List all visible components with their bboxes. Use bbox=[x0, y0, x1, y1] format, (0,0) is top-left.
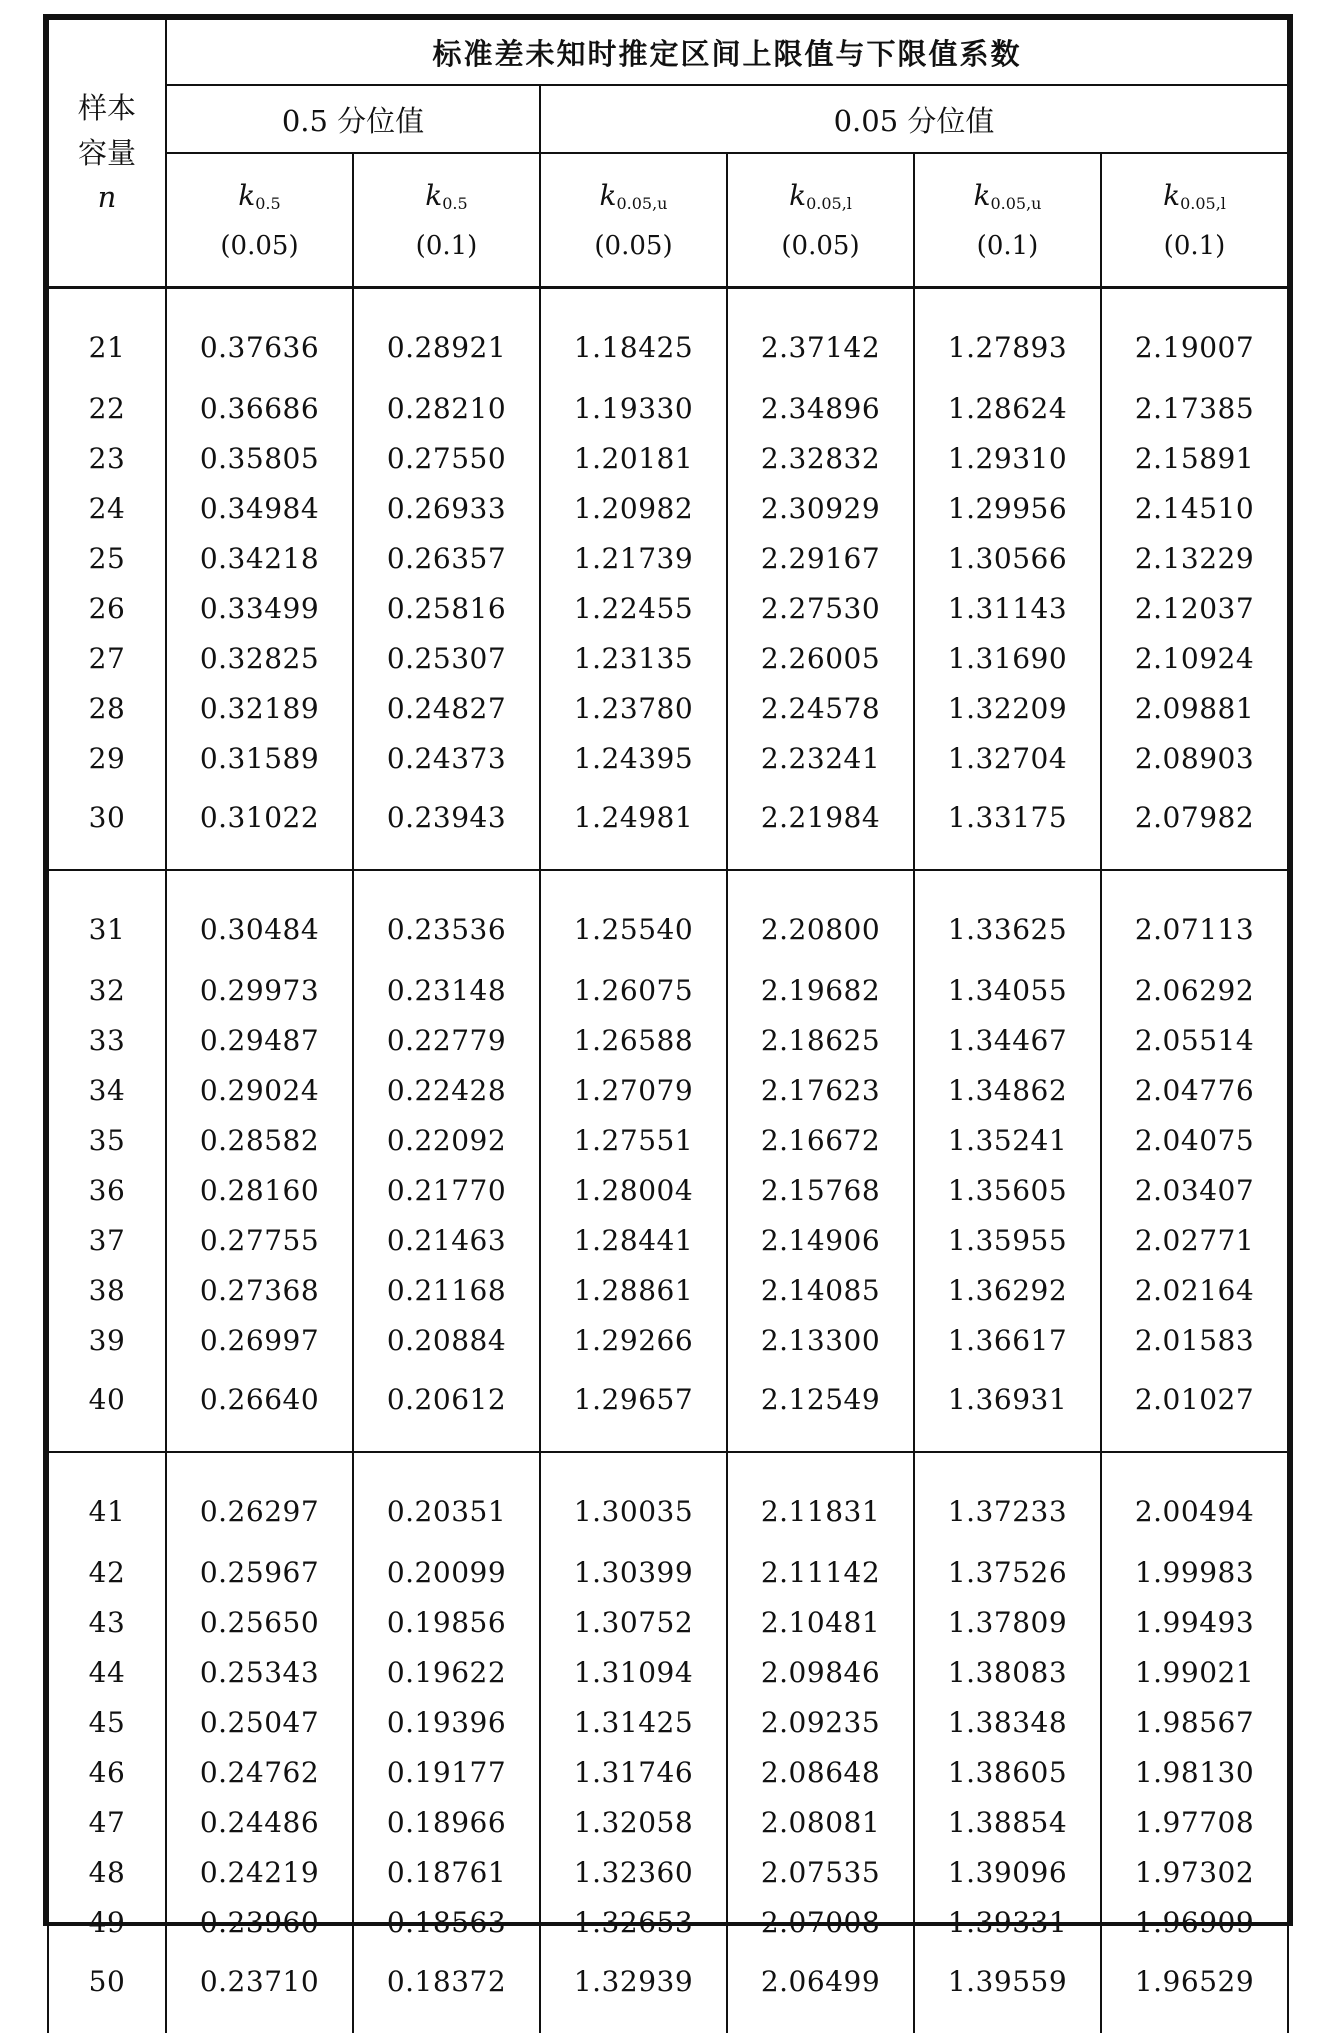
sample-size-cell: 44 bbox=[48, 1647, 166, 1697]
coefficient-cell: 0.19622 bbox=[353, 1647, 540, 1697]
coefficient-cell: 2.08081 bbox=[727, 1797, 914, 1847]
coefficient-cell: 1.39559 bbox=[914, 1947, 1101, 2033]
coefficient-cell: 2.20800 bbox=[727, 870, 914, 965]
coefficient-table bbox=[47, 18, 1289, 2033]
coefficient-cell: 0.32825 bbox=[166, 633, 353, 683]
confidence-level: (0.05) bbox=[781, 231, 860, 261]
coefficient-column-header bbox=[1101, 153, 1288, 288]
coefficient-column-header bbox=[540, 153, 727, 288]
coefficient-cell: 2.09846 bbox=[727, 1647, 914, 1697]
coefficient-cell: 2.30929 bbox=[727, 483, 914, 533]
sample-size-cell: 46 bbox=[48, 1747, 166, 1797]
coefficient-cell: 0.23960 bbox=[166, 1897, 353, 1947]
coefficient-cell: 1.39096 bbox=[914, 1847, 1101, 1897]
coefficient-cell: 0.25967 bbox=[166, 1547, 353, 1597]
coefficient-cell: 2.32832 bbox=[727, 433, 914, 483]
sample-size-cell: 36 bbox=[48, 1165, 166, 1215]
coefficient-subscript: 0.05,u bbox=[990, 193, 1042, 213]
table-row bbox=[48, 583, 1288, 633]
coefficient-symbol: k bbox=[599, 178, 617, 212]
coefficient-cell: 0.31022 bbox=[166, 783, 353, 870]
coefficient-cell: 1.35241 bbox=[914, 1115, 1101, 1165]
coefficient-cell: 1.31425 bbox=[540, 1697, 727, 1747]
coefficient-cell: 0.22092 bbox=[353, 1115, 540, 1165]
confidence-level: (0.1) bbox=[976, 231, 1039, 261]
coefficient-cell: 0.18372 bbox=[353, 1947, 540, 2033]
coefficient-cell: 2.12037 bbox=[1101, 583, 1288, 633]
coefficient-cell: 1.36292 bbox=[914, 1265, 1101, 1315]
coefficient-subscript: 0.05,u bbox=[616, 193, 668, 213]
coefficient-subscript: 0.05,l bbox=[1180, 193, 1226, 213]
coefficient-cell: 2.10481 bbox=[727, 1597, 914, 1647]
coefficient-cell: 2.13300 bbox=[727, 1315, 914, 1365]
coefficient-cell: 1.24981 bbox=[540, 783, 727, 870]
row-group bbox=[48, 288, 1288, 871]
table-row bbox=[48, 870, 1288, 965]
coefficient-cell: 0.18761 bbox=[353, 1847, 540, 1897]
coefficient-cell: 1.34862 bbox=[914, 1065, 1101, 1115]
coefficient-cell: 1.37233 bbox=[914, 1452, 1101, 1547]
table-row bbox=[48, 733, 1288, 783]
coefficient-cell: 0.25343 bbox=[166, 1647, 353, 1697]
coefficient-column-header bbox=[166, 153, 353, 288]
coefficient-cell: 1.30399 bbox=[540, 1547, 727, 1597]
coefficient-cell: 2.02771 bbox=[1101, 1215, 1288, 1265]
coefficient-cell: 0.27368 bbox=[166, 1265, 353, 1315]
table-row bbox=[48, 1647, 1288, 1697]
coefficient-cell: 2.08903 bbox=[1101, 733, 1288, 783]
coefficient-cell: 1.29266 bbox=[540, 1315, 727, 1365]
sample-size-cell: 30 bbox=[48, 783, 166, 870]
coefficient-cell: 1.98567 bbox=[1101, 1697, 1288, 1747]
coefficient-subscript: 0.5 bbox=[442, 193, 468, 213]
coefficient-cell: 1.28004 bbox=[540, 1165, 727, 1215]
table-row bbox=[48, 533, 1288, 583]
coefficient-cell: 1.20181 bbox=[540, 433, 727, 483]
coefficient-cell: 0.28160 bbox=[166, 1165, 353, 1215]
coefficient-symbol-row bbox=[48, 153, 1288, 288]
coefficient-cell: 2.13229 bbox=[1101, 533, 1288, 583]
coefficient-cell: 1.29657 bbox=[540, 1365, 727, 1452]
sample-size-cell: 35 bbox=[48, 1115, 166, 1165]
coefficient-cell: 0.21770 bbox=[353, 1165, 540, 1215]
confidence-level: (0.1) bbox=[415, 231, 478, 261]
coefficient-cell: 1.33625 bbox=[914, 870, 1101, 965]
confidence-level: (0.05) bbox=[220, 231, 299, 261]
coefficient-subscript: 0.5 bbox=[255, 193, 281, 213]
coefficient-cell: 2.26005 bbox=[727, 633, 914, 683]
sample-header-symbol: n bbox=[97, 180, 117, 215]
sample-size-header bbox=[48, 19, 166, 288]
table-row bbox=[48, 1597, 1288, 1647]
coefficient-cell: 2.34896 bbox=[727, 383, 914, 433]
table-row bbox=[48, 433, 1288, 483]
coefficient-cell: 1.28861 bbox=[540, 1265, 727, 1315]
coefficient-cell: 1.28624 bbox=[914, 383, 1101, 433]
sample-size-cell: 31 bbox=[48, 870, 166, 965]
table-row bbox=[48, 1365, 1288, 1452]
coefficient-cell: 0.26640 bbox=[166, 1365, 353, 1452]
coefficient-cell: 2.16672 bbox=[727, 1115, 914, 1165]
coefficient-cell: 1.29956 bbox=[914, 483, 1101, 533]
coefficient-cell: 1.38854 bbox=[914, 1797, 1101, 1847]
coefficient-cell: 0.20884 bbox=[353, 1315, 540, 1365]
coefficient-cell: 1.97302 bbox=[1101, 1847, 1288, 1897]
coefficient-cell: 1.38605 bbox=[914, 1747, 1101, 1797]
table-title: 标准差未知时推定区间上限值与下限值系数 bbox=[166, 19, 1288, 85]
table-row bbox=[48, 1115, 1288, 1165]
coefficient-cell: 0.27755 bbox=[166, 1215, 353, 1265]
coefficient-cell: 0.29487 bbox=[166, 1015, 353, 1065]
coefficient-cell: 1.34467 bbox=[914, 1015, 1101, 1065]
coefficient-cell: 1.24395 bbox=[540, 733, 727, 783]
coefficient-cell: 2.14085 bbox=[727, 1265, 914, 1315]
confidence-level: (0.05) bbox=[594, 231, 673, 261]
coefficient-cell: 2.19682 bbox=[727, 965, 914, 1015]
coefficient-symbol: k bbox=[1163, 178, 1181, 212]
table-row bbox=[48, 1315, 1288, 1365]
coefficient-cell: 1.39331 bbox=[914, 1897, 1101, 1947]
coefficient-cell: 0.35805 bbox=[166, 433, 353, 483]
coefficient-cell: 1.32653 bbox=[540, 1897, 727, 1947]
coefficient-cell: 1.22455 bbox=[540, 583, 727, 633]
coefficient-column-header bbox=[914, 153, 1101, 288]
coefficient-cell: 2.01583 bbox=[1101, 1315, 1288, 1365]
table-row bbox=[48, 1847, 1288, 1897]
sample-size-cell: 40 bbox=[48, 1365, 166, 1452]
table-row bbox=[48, 633, 1288, 683]
coefficient-cell: 0.27550 bbox=[353, 433, 540, 483]
table-row bbox=[48, 1065, 1288, 1115]
coefficient-cell: 2.11831 bbox=[727, 1452, 914, 1547]
coefficient-cell: 0.25047 bbox=[166, 1697, 353, 1747]
table-row bbox=[48, 1215, 1288, 1265]
table-row bbox=[48, 783, 1288, 870]
coefficient-cell: 2.15891 bbox=[1101, 433, 1288, 483]
coefficient-cell: 2.07008 bbox=[727, 1897, 914, 1947]
table-row bbox=[48, 1015, 1288, 1065]
coefficient-cell: 0.18966 bbox=[353, 1797, 540, 1847]
coefficient-cell: 0.25650 bbox=[166, 1597, 353, 1647]
coefficient-cell: 2.04075 bbox=[1101, 1115, 1288, 1165]
coefficient-subscript: 0.05,l bbox=[806, 193, 852, 213]
sample-size-cell: 32 bbox=[48, 965, 166, 1015]
coefficient-cell: 2.17623 bbox=[727, 1065, 914, 1115]
coefficient-cell: 2.07982 bbox=[1101, 783, 1288, 870]
coefficient-cell: 2.27530 bbox=[727, 583, 914, 633]
coefficient-cell: 0.29973 bbox=[166, 965, 353, 1015]
table-row bbox=[48, 383, 1288, 433]
coefficient-cell: 0.23148 bbox=[353, 965, 540, 1015]
coefficient-cell: 2.10924 bbox=[1101, 633, 1288, 683]
coefficient-cell: 2.11142 bbox=[727, 1547, 914, 1597]
coefficient-cell: 2.24578 bbox=[727, 683, 914, 733]
coefficient-cell: 1.25540 bbox=[540, 870, 727, 965]
coefficient-cell: 0.33499 bbox=[166, 583, 353, 633]
sample-size-cell: 29 bbox=[48, 733, 166, 783]
sample-size-cell: 34 bbox=[48, 1065, 166, 1115]
coefficient-cell: 2.05514 bbox=[1101, 1015, 1288, 1065]
coefficient-cell: 2.21984 bbox=[727, 783, 914, 870]
table-row bbox=[48, 288, 1288, 384]
coefficient-cell: 1.99021 bbox=[1101, 1647, 1288, 1697]
coefficient-cell: 1.29310 bbox=[914, 433, 1101, 483]
coefficient-cell: 1.20982 bbox=[540, 483, 727, 533]
sample-size-cell: 45 bbox=[48, 1697, 166, 1747]
coefficient-cell: 2.17385 bbox=[1101, 383, 1288, 433]
coefficient-cell: 0.19396 bbox=[353, 1697, 540, 1747]
coefficient-cell: 0.24762 bbox=[166, 1747, 353, 1797]
coefficient-cell: 0.19177 bbox=[353, 1747, 540, 1797]
sample-size-cell: 27 bbox=[48, 633, 166, 683]
coefficient-cell: 1.35605 bbox=[914, 1165, 1101, 1215]
coefficient-cell: 0.26997 bbox=[166, 1315, 353, 1365]
coefficient-cell: 2.14906 bbox=[727, 1215, 914, 1265]
coefficient-cell: 2.04776 bbox=[1101, 1065, 1288, 1115]
sample-size-cell: 26 bbox=[48, 583, 166, 633]
sample-size-cell: 39 bbox=[48, 1315, 166, 1365]
coefficient-cell: 0.28921 bbox=[353, 288, 540, 384]
coefficient-cell: 1.23780 bbox=[540, 683, 727, 733]
coefficient-column-header bbox=[727, 153, 914, 288]
coefficient-cell: 2.06499 bbox=[727, 1947, 914, 2033]
confidence-level: (0.1) bbox=[1163, 231, 1226, 261]
coefficient-cell: 1.28441 bbox=[540, 1215, 727, 1265]
coefficient-cell: 1.96909 bbox=[1101, 1897, 1288, 1947]
coefficient-cell: 1.32939 bbox=[540, 1947, 727, 2033]
coefficient-cell: 1.18425 bbox=[540, 288, 727, 384]
row-group bbox=[48, 1452, 1288, 2033]
table-row bbox=[48, 1897, 1288, 1947]
coefficient-cell: 0.34218 bbox=[166, 533, 353, 583]
group-header-005: 0.05 分位值 bbox=[540, 85, 1288, 153]
coefficient-cell: 0.30484 bbox=[166, 870, 353, 965]
coefficient-cell: 1.31094 bbox=[540, 1647, 727, 1697]
coefficient-cell: 1.97708 bbox=[1101, 1797, 1288, 1847]
coefficient-cell: 1.34055 bbox=[914, 965, 1101, 1015]
sample-size-cell: 42 bbox=[48, 1547, 166, 1597]
table-row bbox=[48, 965, 1288, 1015]
coefficient-cell: 0.24486 bbox=[166, 1797, 353, 1847]
coefficient-cell: 2.18625 bbox=[727, 1015, 914, 1065]
coefficient-cell: 1.37526 bbox=[914, 1547, 1101, 1597]
coefficient-cell: 1.98130 bbox=[1101, 1747, 1288, 1797]
table-row bbox=[48, 483, 1288, 533]
sample-size-cell: 22 bbox=[48, 383, 166, 433]
coefficient-cell: 1.32209 bbox=[914, 683, 1101, 733]
sample-size-cell: 41 bbox=[48, 1452, 166, 1547]
coefficient-cell: 0.23710 bbox=[166, 1947, 353, 2033]
coefficient-cell: 0.21463 bbox=[353, 1215, 540, 1265]
coefficient-cell: 1.36931 bbox=[914, 1365, 1101, 1452]
sample-size-cell: 24 bbox=[48, 483, 166, 533]
coefficient-cell: 1.30566 bbox=[914, 533, 1101, 583]
coefficient-cell: 0.22779 bbox=[353, 1015, 540, 1065]
coefficient-cell: 0.20351 bbox=[353, 1452, 540, 1547]
coefficient-cell: 2.12549 bbox=[727, 1365, 914, 1452]
sample-size-cell: 33 bbox=[48, 1015, 166, 1065]
coefficient-cell: 0.23536 bbox=[353, 870, 540, 965]
coefficient-cell: 0.23943 bbox=[353, 783, 540, 870]
coefficient-cell: 1.38348 bbox=[914, 1697, 1101, 1747]
table-row bbox=[48, 1452, 1288, 1547]
table-header bbox=[48, 19, 1288, 288]
coefficient-cell: 2.09881 bbox=[1101, 683, 1288, 733]
table-row bbox=[48, 1697, 1288, 1747]
coefficient-cell: 1.30752 bbox=[540, 1597, 727, 1647]
sample-size-cell: 47 bbox=[48, 1797, 166, 1847]
coefficient-cell: 0.22428 bbox=[353, 1065, 540, 1115]
coefficient-cell: 2.14510 bbox=[1101, 483, 1288, 533]
coefficient-cell: 1.38083 bbox=[914, 1647, 1101, 1697]
table-row bbox=[48, 1747, 1288, 1797]
coefficient-cell: 0.31589 bbox=[166, 733, 353, 783]
coefficient-cell: 0.26357 bbox=[353, 533, 540, 583]
coefficient-cell: 1.23135 bbox=[540, 633, 727, 683]
coefficient-cell: 0.37636 bbox=[166, 288, 353, 384]
coefficient-cell: 2.08648 bbox=[727, 1747, 914, 1797]
sample-size-cell: 25 bbox=[48, 533, 166, 583]
sample-size-cell: 23 bbox=[48, 433, 166, 483]
sample-size-cell: 21 bbox=[48, 288, 166, 384]
coefficient-cell: 2.09235 bbox=[727, 1697, 914, 1747]
coefficient-cell: 2.01027 bbox=[1101, 1365, 1288, 1452]
table-row bbox=[48, 1265, 1288, 1315]
sample-size-cell: 38 bbox=[48, 1265, 166, 1315]
coefficient-cell: 1.21739 bbox=[540, 533, 727, 583]
coefficient-cell: 1.99493 bbox=[1101, 1597, 1288, 1647]
coefficient-cell: 1.32704 bbox=[914, 733, 1101, 783]
coefficient-cell: 0.28210 bbox=[353, 383, 540, 433]
table-row bbox=[48, 683, 1288, 733]
coefficient-cell: 0.36686 bbox=[166, 383, 353, 433]
coefficient-cell: 1.31690 bbox=[914, 633, 1101, 683]
coefficient-cell: 1.26075 bbox=[540, 965, 727, 1015]
coefficient-cell: 0.24219 bbox=[166, 1847, 353, 1897]
sample-size-cell: 43 bbox=[48, 1597, 166, 1647]
coefficient-cell: 1.27893 bbox=[914, 288, 1101, 384]
sample-header-line2: 容量 bbox=[77, 135, 136, 170]
sample-size-cell: 37 bbox=[48, 1215, 166, 1265]
coefficient-cell: 1.32058 bbox=[540, 1797, 727, 1847]
table-row bbox=[48, 1797, 1288, 1847]
coefficient-cell: 0.26933 bbox=[353, 483, 540, 533]
coefficient-table-sheet bbox=[43, 14, 1293, 1998]
coefficient-symbol: k bbox=[973, 178, 991, 212]
coefficient-cell: 2.03407 bbox=[1101, 1165, 1288, 1215]
coefficient-cell: 1.31143 bbox=[914, 583, 1101, 633]
coefficient-column-header bbox=[353, 153, 540, 288]
coefficient-cell: 1.35955 bbox=[914, 1215, 1101, 1265]
coefficient-cell: 1.36617 bbox=[914, 1315, 1101, 1365]
coefficient-cell: 1.19330 bbox=[540, 383, 727, 433]
coefficient-cell: 2.00494 bbox=[1101, 1452, 1288, 1547]
coefficient-cell: 2.06292 bbox=[1101, 965, 1288, 1015]
coefficient-cell: 1.33175 bbox=[914, 783, 1101, 870]
group-header-median: 0.5 分位值 bbox=[166, 85, 540, 153]
coefficient-cell: 0.19856 bbox=[353, 1597, 540, 1647]
coefficient-cell: 1.27551 bbox=[540, 1115, 727, 1165]
coefficient-cell: 0.21168 bbox=[353, 1265, 540, 1315]
coefficient-symbol: k bbox=[789, 178, 807, 212]
sample-size-cell: 48 bbox=[48, 1847, 166, 1897]
coefficient-cell: 0.32189 bbox=[166, 683, 353, 733]
coefficient-symbol: k bbox=[238, 178, 256, 212]
coefficient-cell: 0.24827 bbox=[353, 683, 540, 733]
coefficient-symbol: k bbox=[425, 178, 443, 212]
coefficient-cell: 1.31746 bbox=[540, 1747, 727, 1797]
coefficient-cell: 0.20099 bbox=[353, 1547, 540, 1597]
coefficient-cell: 0.18563 bbox=[353, 1897, 540, 1947]
coefficient-cell: 0.28582 bbox=[166, 1115, 353, 1165]
coefficient-cell: 1.32360 bbox=[540, 1847, 727, 1897]
coefficient-cell: 2.15768 bbox=[727, 1165, 914, 1215]
coefficient-cell: 0.20612 bbox=[353, 1365, 540, 1452]
coefficient-cell: 1.27079 bbox=[540, 1065, 727, 1115]
table-row bbox=[48, 1947, 1288, 2033]
sample-header-line1: 样本 bbox=[77, 90, 136, 125]
coefficient-cell: 2.29167 bbox=[727, 533, 914, 583]
coefficient-cell: 1.99983 bbox=[1101, 1547, 1288, 1597]
table-row bbox=[48, 1547, 1288, 1597]
coefficient-cell: 2.37142 bbox=[727, 288, 914, 384]
coefficient-cell: 0.25307 bbox=[353, 633, 540, 683]
coefficient-cell: 1.26588 bbox=[540, 1015, 727, 1065]
sample-size-cell: 49 bbox=[48, 1897, 166, 1947]
coefficient-cell: 0.26297 bbox=[166, 1452, 353, 1547]
coefficient-cell: 1.96529 bbox=[1101, 1947, 1288, 2033]
coefficient-cell: 0.34984 bbox=[166, 483, 353, 533]
coefficient-cell: 2.23241 bbox=[727, 733, 914, 783]
coefficient-cell: 2.07535 bbox=[727, 1847, 914, 1897]
table-row bbox=[48, 1165, 1288, 1215]
coefficient-cell: 2.07113 bbox=[1101, 870, 1288, 965]
coefficient-cell: 0.29024 bbox=[166, 1065, 353, 1115]
coefficient-cell: 0.25816 bbox=[353, 583, 540, 633]
coefficient-cell: 1.37809 bbox=[914, 1597, 1101, 1647]
coefficient-cell: 2.02164 bbox=[1101, 1265, 1288, 1315]
coefficient-cell: 1.30035 bbox=[540, 1452, 727, 1547]
coefficient-cell: 2.19007 bbox=[1101, 288, 1288, 384]
coefficient-cell: 0.24373 bbox=[353, 733, 540, 783]
sample-size-cell: 50 bbox=[48, 1947, 166, 2033]
row-group bbox=[48, 870, 1288, 1452]
sample-size-cell: 28 bbox=[48, 683, 166, 733]
